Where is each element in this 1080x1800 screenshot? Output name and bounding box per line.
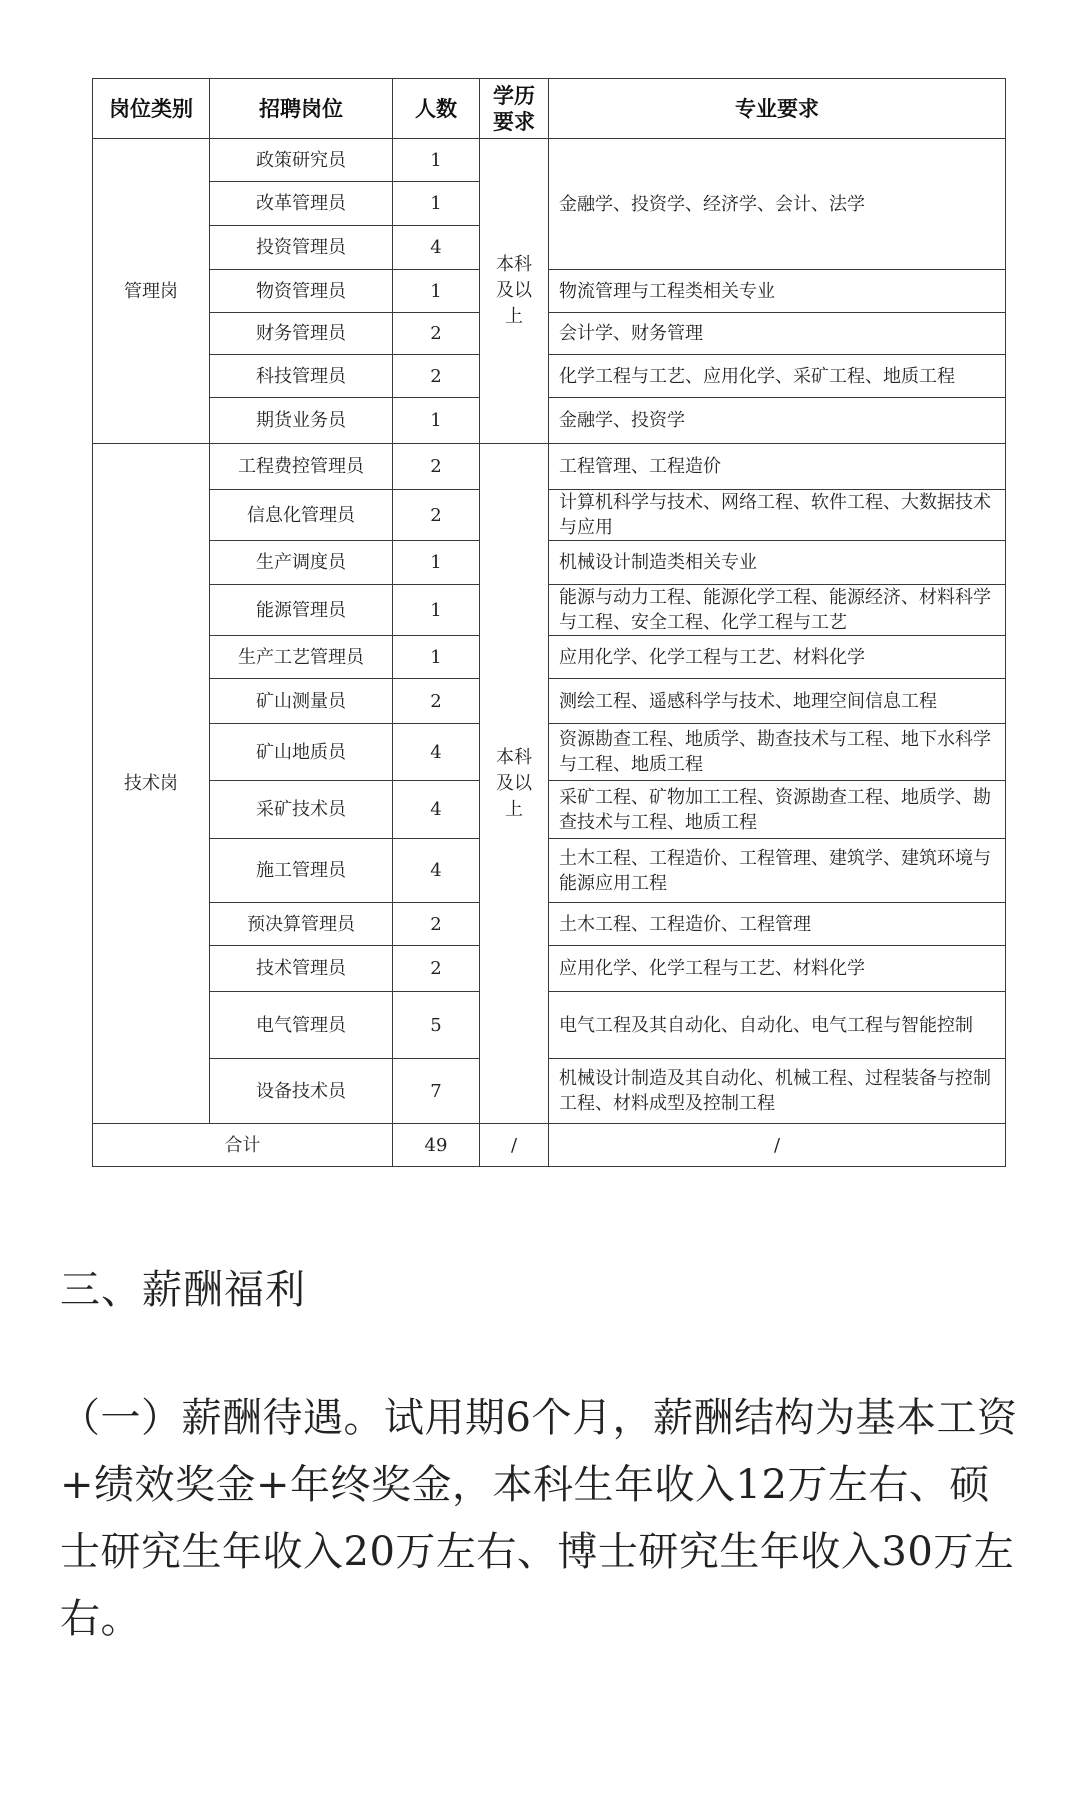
position-cell: 预决算管理员 <box>210 903 393 946</box>
position-cell: 矿山测量员 <box>210 679 393 724</box>
count-cell: 2 <box>393 946 480 992</box>
position-cell: 政策研究员 <box>210 139 393 182</box>
position-cell: 财务管理员 <box>210 313 393 355</box>
table-row <box>93 903 1006 946</box>
count-cell: 1 <box>393 182 480 226</box>
major-cell: 应用化学、化学工程与工艺、材料化学 <box>549 636 1006 679</box>
header-count: 人数 <box>393 79 480 139</box>
count-cell: 2 <box>393 679 480 724</box>
major-cell: 物流管理与工程类相关专业 <box>549 270 1006 313</box>
position-cell: 工程费控管理员 <box>210 444 393 490</box>
position-cell: 物资管理员 <box>210 270 393 313</box>
position-cell: 技术管理员 <box>210 946 393 992</box>
major-cell: 会计学、财务管理 <box>549 313 1006 355</box>
total-count: 49 <box>393 1124 480 1167</box>
count-cell: 2 <box>393 444 480 490</box>
major-cell: 计算机科学与技术、网络工程、软件工程、大数据技术与应用 <box>549 490 1006 541</box>
major-cell: 工程管理、工程造价 <box>549 444 1006 490</box>
major-cell: 能源与动力工程、能源化学工程、能源经济、材料科学与工程、安全工程、化学工程与工艺 <box>549 585 1006 636</box>
count-cell: 1 <box>393 541 480 585</box>
education-cell: 本科及以上 <box>480 139 549 444</box>
section-title: 三、薪酬福利 <box>60 1267 306 1313</box>
total-education: / <box>480 1124 549 1167</box>
position-cell: 生产工艺管理员 <box>210 636 393 679</box>
table-row <box>93 444 1006 490</box>
table-row <box>93 541 1006 585</box>
position-cell: 期货业务员 <box>210 398 393 444</box>
table-row <box>93 270 1006 313</box>
position-cell: 科技管理员 <box>210 355 393 398</box>
major-cell: 采矿工程、矿物加工工程、资源勘查工程、地质学、勘查技术与工程、地质工程 <box>549 781 1006 839</box>
count-cell: 2 <box>393 355 480 398</box>
table-row <box>93 1059 1006 1124</box>
table-row <box>93 636 1006 679</box>
count-cell: 4 <box>393 724 480 781</box>
position-cell: 信息化管理员 <box>210 490 393 541</box>
position-cell: 改革管理员 <box>210 182 393 226</box>
table-row <box>93 398 1006 444</box>
table-row <box>93 313 1006 355</box>
count-cell: 4 <box>393 226 480 270</box>
category-cell: 管理岗 <box>93 139 210 444</box>
major-cell: 金融学、投资学 <box>549 398 1006 444</box>
major-cell: 应用化学、化学工程与工艺、材料化学 <box>549 946 1006 992</box>
count-cell: 1 <box>393 270 480 313</box>
major-cell: 化学工程与工艺、应用化学、采矿工程、地质工程 <box>549 355 1006 398</box>
major-cell: 土木工程、工程造价、工程管理、建筑学、建筑环境与能源应用工程 <box>549 839 1006 903</box>
header-major: 专业要求 <box>549 79 1006 139</box>
major-cell: 机械设计制造及其自动化、机械工程、过程装备与控制工程、材料成型及控制工程 <box>549 1059 1006 1124</box>
total-label: 合计 <box>93 1124 393 1167</box>
header-position: 招聘岗位 <box>210 79 393 139</box>
count-cell: 2 <box>393 490 480 541</box>
salary-paragraph: （一）薪酬待遇。试用期6个月，薪酬结构为基本工资+绩效奖金+年终奖金，本科生年收入12万左右、硕士研究生年收入20万左右、博士研究生年收入30万左右。 <box>60 1395 1018 1642</box>
table-row <box>93 490 1006 541</box>
position-cell: 投资管理员 <box>210 226 393 270</box>
position-cell: 采矿技术员 <box>210 781 393 839</box>
major-cell: 测绘工程、遥感科学与技术、地理空间信息工程 <box>549 679 1006 724</box>
major-cell: 土木工程、工程造价、工程管理 <box>549 903 1006 946</box>
position-cell: 矿山地质员 <box>210 724 393 781</box>
count-cell: 7 <box>393 1059 480 1124</box>
table-row <box>93 781 1006 839</box>
count-cell: 4 <box>393 781 480 839</box>
position-cell: 能源管理员 <box>210 585 393 636</box>
category-cell: 技术岗 <box>93 444 210 1124</box>
count-cell: 1 <box>393 398 480 444</box>
table-row <box>93 724 1006 781</box>
count-cell: 5 <box>393 992 480 1059</box>
position-cell: 电气管理员 <box>210 992 393 1059</box>
count-cell: 4 <box>393 839 480 903</box>
table-row <box>93 139 1006 182</box>
table-header-row <box>93 79 1006 139</box>
education-cell: 本科及以上 <box>480 444 549 1124</box>
count-cell: 2 <box>393 313 480 355</box>
count-cell: 1 <box>393 139 480 182</box>
header-category: 岗位类别 <box>93 79 210 139</box>
major-cell: 机械设计制造类相关专业 <box>549 541 1006 585</box>
position-cell: 设备技术员 <box>210 1059 393 1124</box>
major-cell: 资源勘查工程、地质学、勘查技术与工程、地下水科学与工程、地质工程 <box>549 724 1006 781</box>
header-education: 学历要求 <box>480 79 549 139</box>
count-cell: 1 <box>393 636 480 679</box>
position-cell: 施工管理员 <box>210 839 393 903</box>
position-cell: 生产调度员 <box>210 541 393 585</box>
count-cell: 1 <box>393 585 480 636</box>
total-major: / <box>549 1124 1006 1167</box>
major-cell: 金融学、投资学、经济学、会计、法学 <box>549 139 1006 270</box>
table-row <box>93 585 1006 636</box>
table-row <box>93 992 1006 1059</box>
major-cell: 电气工程及其自动化、自动化、电气工程与智能控制 <box>549 992 1006 1059</box>
table-row <box>93 679 1006 724</box>
table-row <box>93 839 1006 903</box>
table-row <box>93 355 1006 398</box>
table-row <box>93 946 1006 992</box>
total-row <box>93 1124 1006 1167</box>
count-cell: 2 <box>393 903 480 946</box>
recruitment-table <box>92 78 1006 1167</box>
